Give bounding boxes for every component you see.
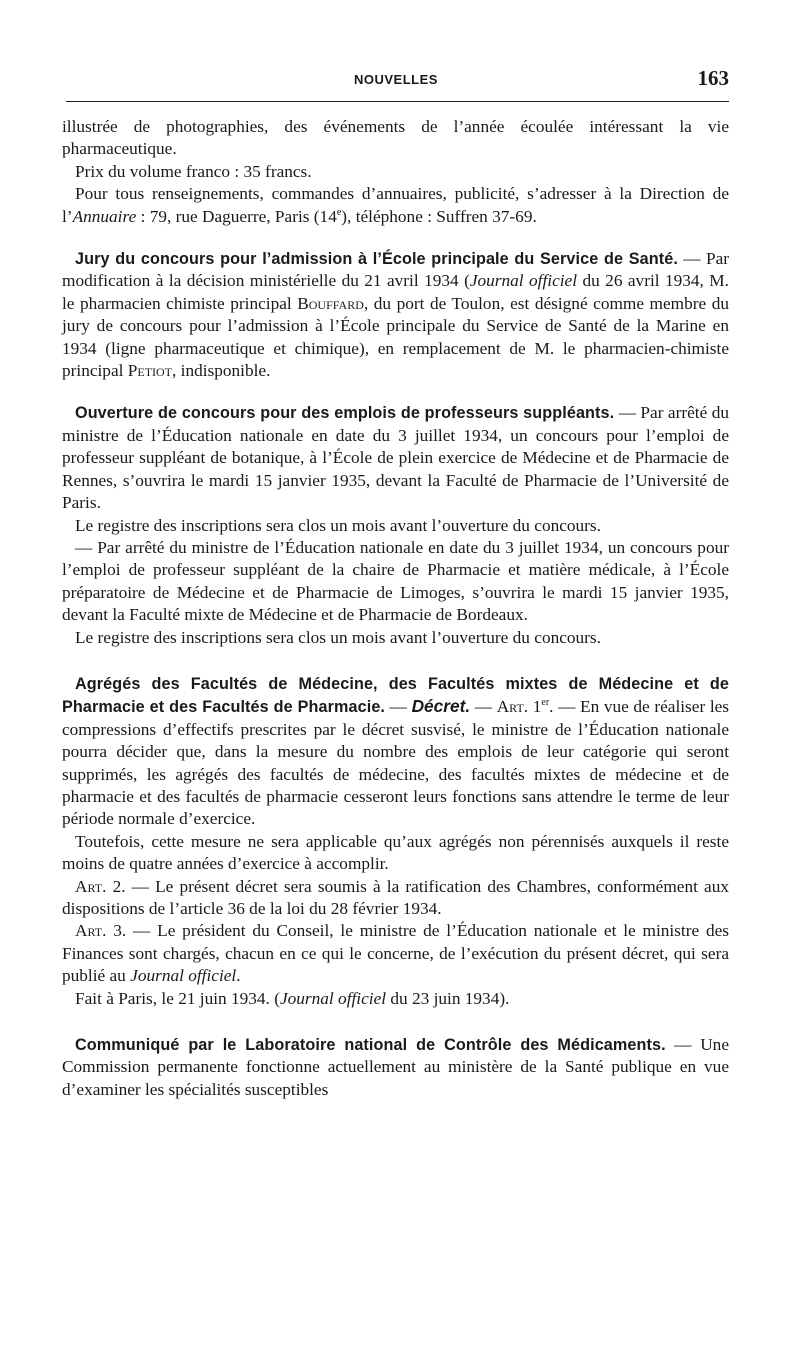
section-heading-agreges: Agrégés des Facultés de Médecine, des Facultés mixtes de Médecine et de Pharmacie et des Facultés de Pharmacie.: [62, 674, 729, 717]
header-rule: [66, 101, 729, 102]
agreges-paragraph-1: [62, 673, 729, 831]
person-name: Petiot: [127, 361, 173, 381]
communique-text: — Une Commission permanente fonctionne actuellement au ministère de la Santé publique en vue d’examiner les spécialités susceptibles: [62, 1035, 729, 1099]
jury-text: — Par modification à la décision ministérielle du 21 avril 1934 (: [62, 249, 729, 291]
intro-text: : 79, rue Daguerre, Paris (14: [136, 206, 337, 226]
running-title: NOUVELLES: [354, 72, 438, 87]
section-heading-ouverture: Ouverture de concours pour des emplois de professeurs suppléants.: [75, 404, 615, 423]
article-label: Art. 2.: [75, 876, 126, 896]
jury-text: , du port de Toulon, est désigné comme membre du jury de concours pour l’admission à l’École principale du Service de Santé de la Marine en 1934 (ligne pharmaceutique et chimique), en remplacement de M. le pharmacien-chimiste principal: [62, 293, 730, 381]
ordinal-superscript: e: [336, 206, 342, 218]
article-text: .: [236, 966, 241, 986]
ouverture-paragraph-3: — Par arrêté du ministre de l’Éducation nationale en date du 3 juillet 1934, un concours pour l’emploi de professeur suppléant de la chaire de Pharmacie et matière médicale, à l’École préparatoire de Médecine et de Pharmacie de Limoges, s’ouvrira le mardi 15 janvier 1935, devant la Faculté mixte de Médecine et de Pharmacie de Bordeaux.: [62, 537, 729, 625]
ouverture-text: — Par arrêté du ministre de l’Éducation nationale en date du 3 juillet 1934, un concours pour l’emploi de professeur suppléant de botanique, à l’École de plein exercice de Médecine et de Pharmacie de Rennes, s’ouvrira le mardi 15 janvier 1935, devant la Faculté de Pharmacie de l’Université de Paris.: [62, 403, 729, 513]
intro-paragraph-2: Prix du volume franco : 35 francs.: [75, 161, 312, 181]
jury-text: , indisponible.: [172, 361, 271, 381]
intro-text: ), téléphone : Suffren 37-69.: [341, 206, 537, 226]
section-ouverture: [62, 402, 729, 648]
communique-paragraph: [62, 1034, 729, 1101]
journal-officiel-title: Journal officiel: [469, 271, 578, 291]
article-text: . — En vue de réaliser les compressions d’effectifs prescrites par le décret susvisé, le ministre de l’Éducation nationale pourra décider que, dans la mesure du nombre des emplois de leur catégorie qui seront supprimés, les agrégés des facultés de médecine, des facultés mixtes de médecine et de pharmacie et des facultés de pharmacie cesseront leurs fonctions sans attendre le terme de leur période normale d’exercice.: [62, 697, 730, 829]
separator: —: [470, 697, 497, 717]
annuaire-title: Annuaire: [72, 206, 137, 226]
signature-text: Fait à Paris, le 21 juin 1934. (: [75, 988, 280, 1008]
separator: —: [385, 697, 412, 717]
ouverture-paragraph-2: Le registre des inscriptions sera clos un mois avant l’ouverture du concours.: [75, 515, 601, 535]
article-label: Art. 1: [496, 697, 542, 717]
signature-text: du 23 juin 1934).: [386, 988, 510, 1008]
agreges-paragraph-5: [62, 988, 729, 1010]
decret-label: Décret.: [411, 696, 471, 717]
body-text: [62, 116, 729, 1101]
agreges-paragraph-4: [62, 920, 729, 987]
section-heading-jury: Jury du concours pour l’admission à l’École principale du Service de Santé.: [75, 250, 678, 269]
person-name: Bouffard: [297, 293, 364, 313]
article-text: — Le président du Conseil, le ministre de l’Éducation nationale et le ministre des Finances sont chargés, chacun en ce qui le concerne, de l’exécution du présent décret, qui sera publié au: [62, 921, 729, 986]
section-communique: [62, 1034, 729, 1101]
page-header: [62, 66, 729, 100]
jury-paragraph: [62, 248, 729, 382]
journal-officiel-title: Journal officiel: [279, 988, 387, 1008]
intro-paragraph-3: [62, 183, 729, 228]
article-text: — Le présent décret sera soumis à la ratification des Chambres, conformément aux dispositions de l’article 36 de la loi du 28 février 1934.: [62, 876, 729, 918]
jury-text: du 26 avril 1934, M. le pharmacien chimiste principal: [62, 271, 729, 313]
intro-paragraph-1: illustrée de photographies, des événements de l’année écoulée intéressant la vie pharmaceutique.: [62, 117, 729, 159]
section-agreges: [62, 673, 729, 1010]
page-number: 163: [697, 66, 729, 90]
intro-text: Pour tous renseignements, commandes d’annuaires, publicité, s’adresser à la Direction de l’: [62, 184, 729, 226]
ouverture-paragraph-4: Le registre des inscriptions sera clos un mois avant l’ouverture du concours.: [75, 627, 601, 647]
agreges-paragraph-3: [62, 876, 729, 921]
section-jury: [62, 248, 729, 382]
ouverture-paragraph-1: [62, 402, 729, 514]
agreges-paragraph-2: Toutefois, cette mesure ne sera applicable qu’aux agrégés non pérennisés auxquels il reste moins de quatre années d’exercice à accomplir.: [62, 831, 729, 874]
section-heading-communique: Communiqué par le Laboratoire national de Contrôle des Médicaments.: [75, 1036, 666, 1055]
article-label: Art. 3.: [75, 921, 127, 941]
ordinal-superscript: er: [541, 697, 550, 709]
journal-officiel-title: Journal officiel: [130, 966, 237, 986]
